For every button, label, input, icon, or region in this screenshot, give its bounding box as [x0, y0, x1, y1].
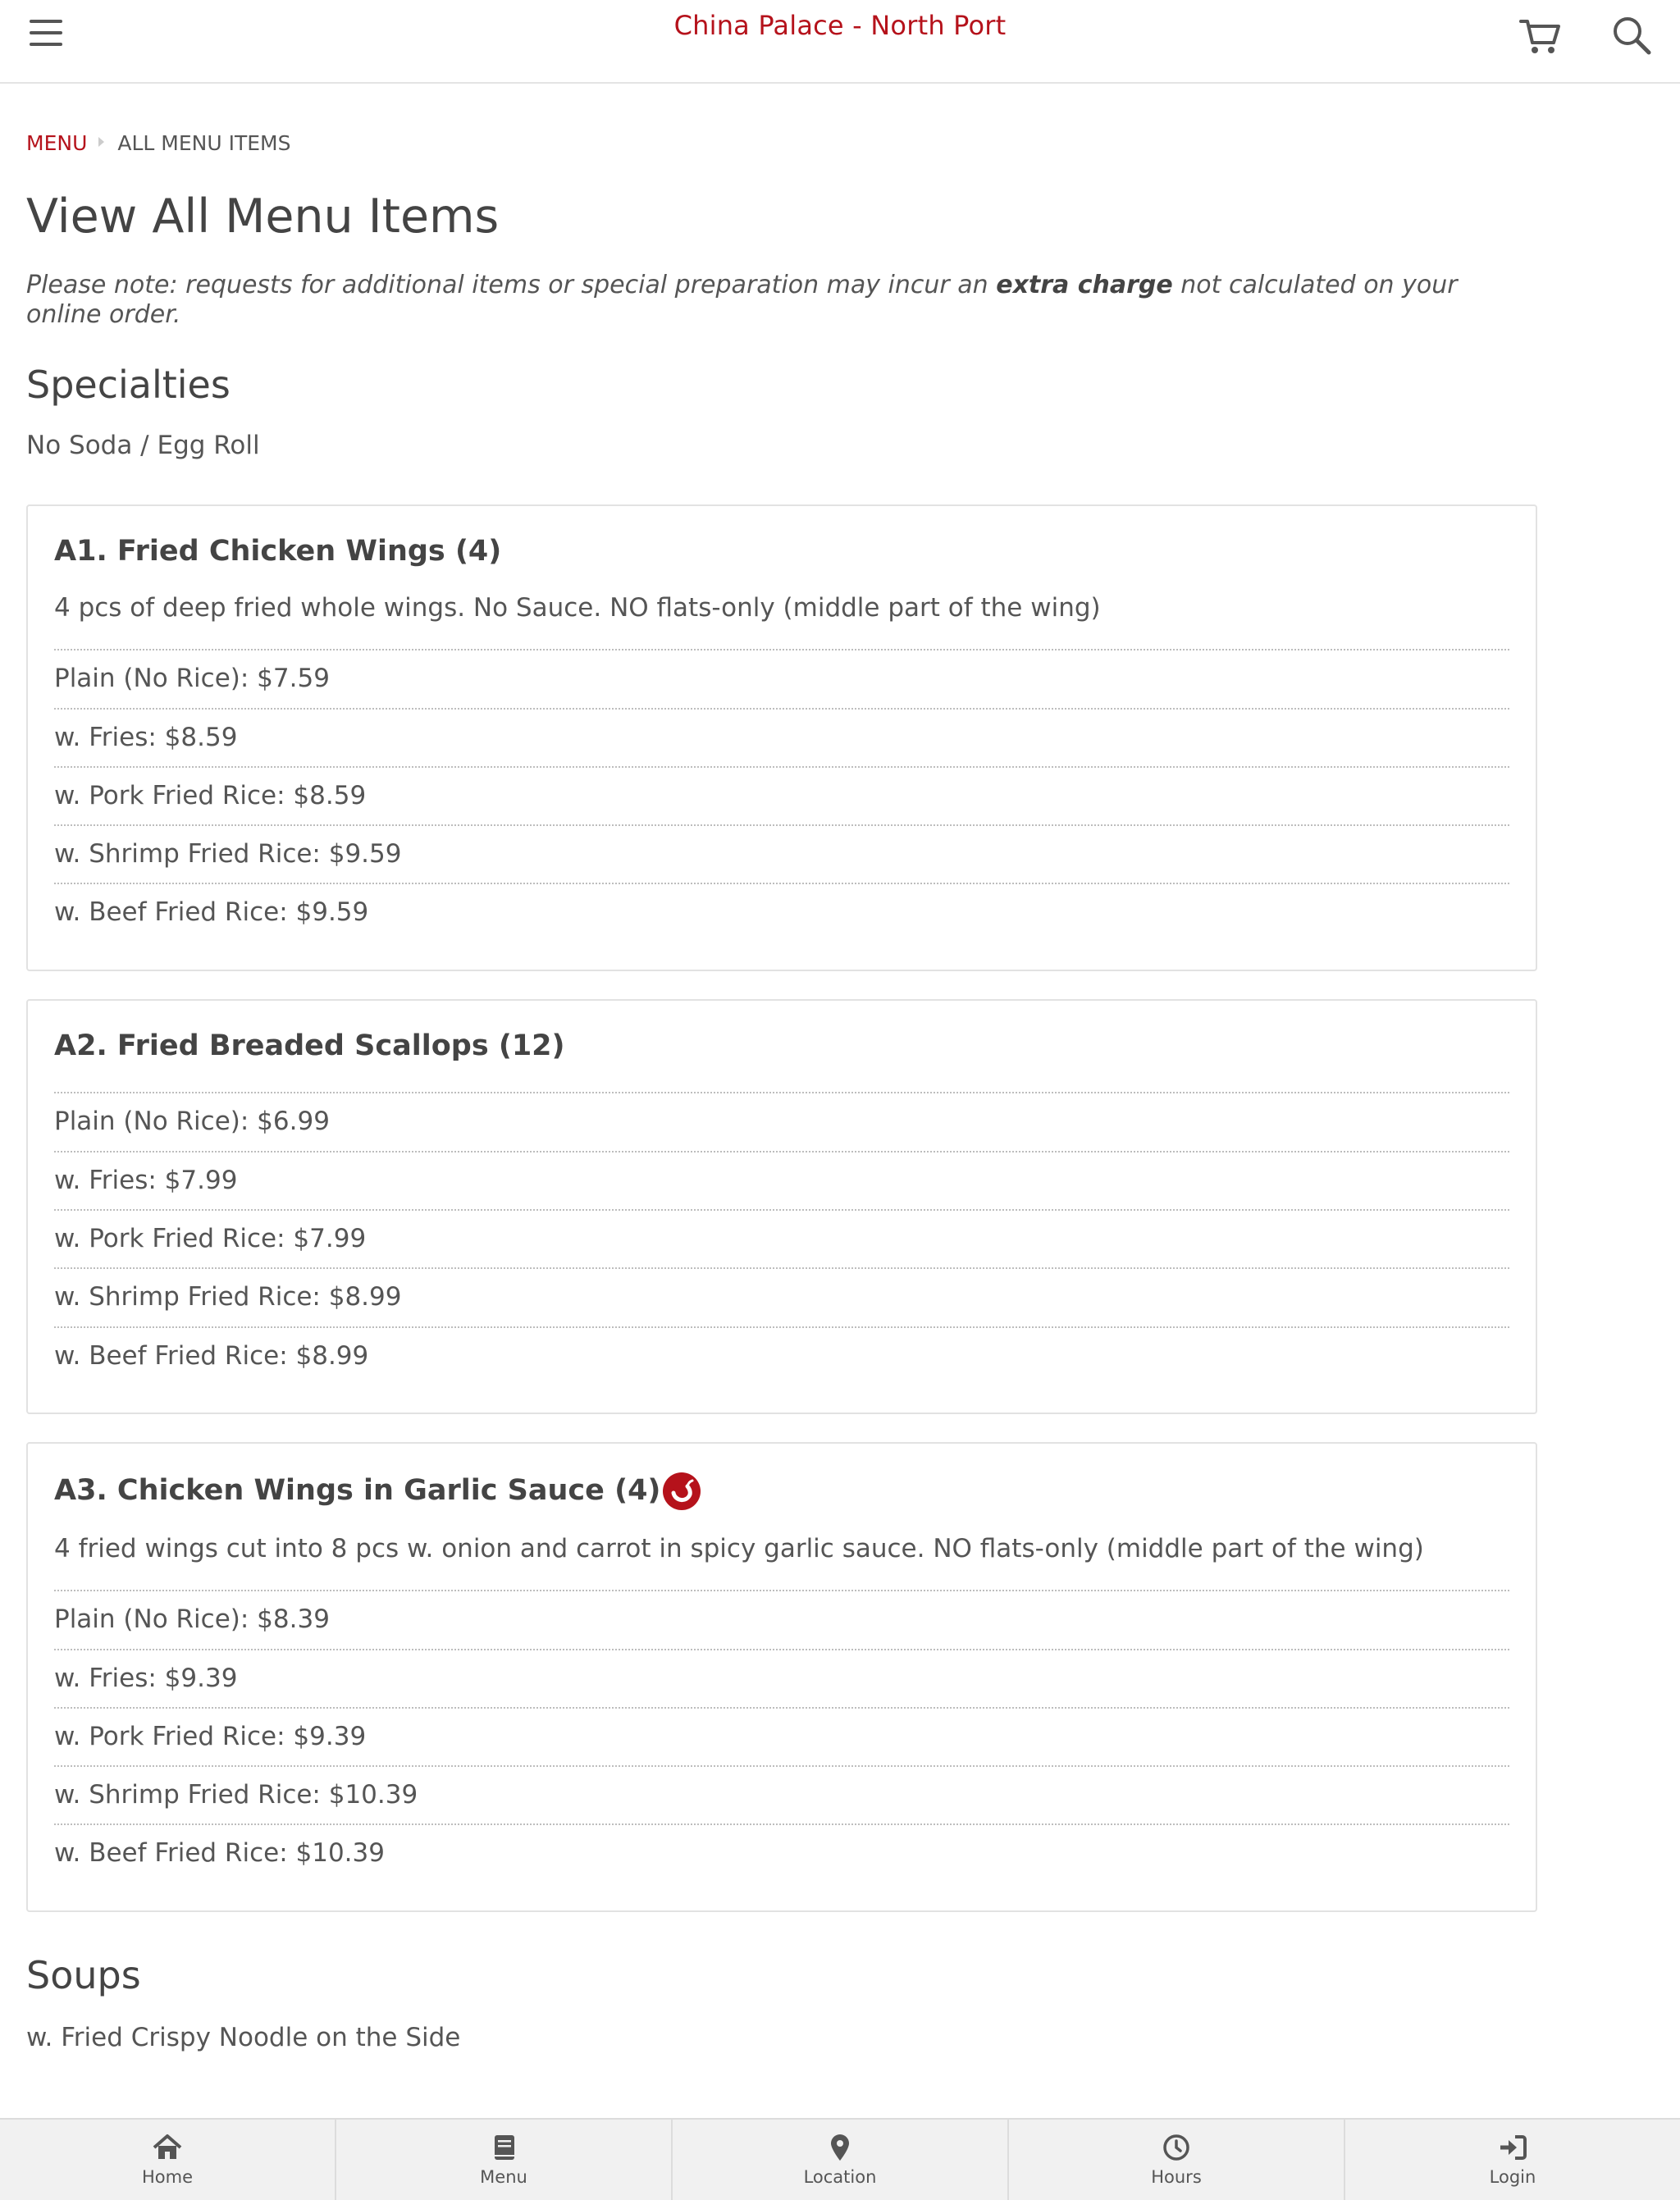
section-subtitle-soups: w. Fried Crispy Noodle on the Side: [26, 2022, 461, 2052]
price-list: [54, 1092, 1509, 1384]
price-option[interactable]: w. Fries: $9.39: [54, 1649, 1509, 1707]
price-option[interactable]: w. Fries: $7.99: [54, 1151, 1509, 1209]
menu-item-card-a1[interactable]: [26, 504, 1537, 971]
price-option[interactable]: w. Shrimp Fried Rice: $9.59: [54, 824, 1509, 883]
section-title-specialties: Specialties: [26, 362, 231, 407]
spicy-pepper-icon: [662, 1472, 701, 1511]
nav-hours-label: Hours: [1151, 2167, 1202, 2187]
price-option[interactable]: w. Pork Fried Rice: $9.39: [54, 1707, 1509, 1765]
nav-home[interactable]: [0, 2120, 336, 2200]
menu-item-title[interactable]: A2. Fried Breaded Scallops (12): [54, 1029, 565, 1062]
section-title-soups: Soups: [26, 1952, 141, 1997]
order-note: [26, 271, 1537, 330]
price-option[interactable]: w. Beef Fried Rice: $8.99: [54, 1326, 1509, 1385]
note-bold: extra charge: [996, 270, 1173, 299]
price-option[interactable]: w. Shrimp Fried Rice: $8.99: [54, 1267, 1509, 1326]
nav-login[interactable]: [1345, 2120, 1680, 2200]
menu-item-description: 4 fried wings cut into 8 pcs w. onion and carrot in spicy garlic sauce. NO flats-only (middle part of the wing): [54, 1533, 1424, 1563]
menu-item-title[interactable]: A3. Chicken Wings in Garlic Sauce (4): [54, 1474, 661, 1508]
breadcrumb-current: ALL MENU ITEMS: [117, 131, 291, 155]
price-option[interactable]: w. Pork Fried Rice: $8.59: [54, 766, 1509, 824]
price-option[interactable]: w. Beef Fried Rice: $9.59: [54, 883, 1509, 941]
price-list: [54, 1590, 1509, 1882]
price-option[interactable]: Plain (No Rice): $7.59: [54, 649, 1509, 707]
menu-book-icon: [488, 2133, 519, 2162]
menu-item-card-a2[interactable]: [26, 999, 1537, 1414]
location-pin-icon: [824, 2133, 856, 2162]
menu-item-description: 4 pcs of deep fried whole wings. No Sauce. NO flats-only (middle part of the wing): [54, 592, 1101, 623]
price-option[interactable]: w. Fries: $8.59: [54, 708, 1509, 766]
note-text-end: not calculated on your online order.: [26, 270, 1458, 329]
nav-login-label: Login: [1489, 2167, 1536, 2187]
breadcrumb: [26, 131, 1537, 155]
breadcrumb-separator-icon: [98, 137, 104, 147]
section-subtitle-specialties: No Soda / Egg Roll: [26, 430, 260, 460]
price-option[interactable]: w. Shrimp Fried Rice: $10.39: [54, 1765, 1509, 1823]
menu-item-title[interactable]: A1. Fried Chicken Wings (4): [54, 535, 502, 568]
search-icon[interactable]: [1611, 15, 1652, 56]
home-icon: [152, 2133, 183, 2162]
menu-item-card-a3[interactable]: [26, 1442, 1537, 1912]
price-option[interactable]: Plain (No Rice): $8.39: [54, 1590, 1509, 1648]
nav-location[interactable]: [673, 2120, 1009, 2200]
nav-location-label: Location: [803, 2167, 877, 2187]
price-list: [54, 649, 1509, 941]
clock-icon: [1161, 2133, 1192, 2162]
price-option[interactable]: w. Pork Fried Rice: $7.99: [54, 1209, 1509, 1267]
cart-icon[interactable]: [1519, 16, 1562, 56]
breadcrumb-menu-link[interactable]: MENU: [26, 131, 88, 155]
nav-hours[interactable]: [1009, 2120, 1345, 2200]
menu-item-title-row[interactable]: [54, 1472, 1509, 1511]
price-option[interactable]: w. Beef Fried Rice: $10.39: [54, 1823, 1509, 1882]
note-text-start: Please note: requests for additional items or special preparation may incur an: [26, 270, 997, 299]
bottom-nav: [0, 2118, 1680, 2200]
nav-menu-label: Menu: [480, 2167, 527, 2187]
site-title[interactable]: China Palace - North Port: [673, 10, 1007, 41]
main-content: [26, 131, 1537, 2054]
login-icon: [1497, 2133, 1528, 2162]
price-option[interactable]: Plain (No Rice): $6.99: [54, 1092, 1509, 1150]
nav-menu[interactable]: [336, 2120, 673, 2200]
nav-home-label: Home: [141, 2167, 193, 2187]
top-header: [0, 0, 1680, 84]
page-title: View All Menu Items: [26, 189, 500, 244]
